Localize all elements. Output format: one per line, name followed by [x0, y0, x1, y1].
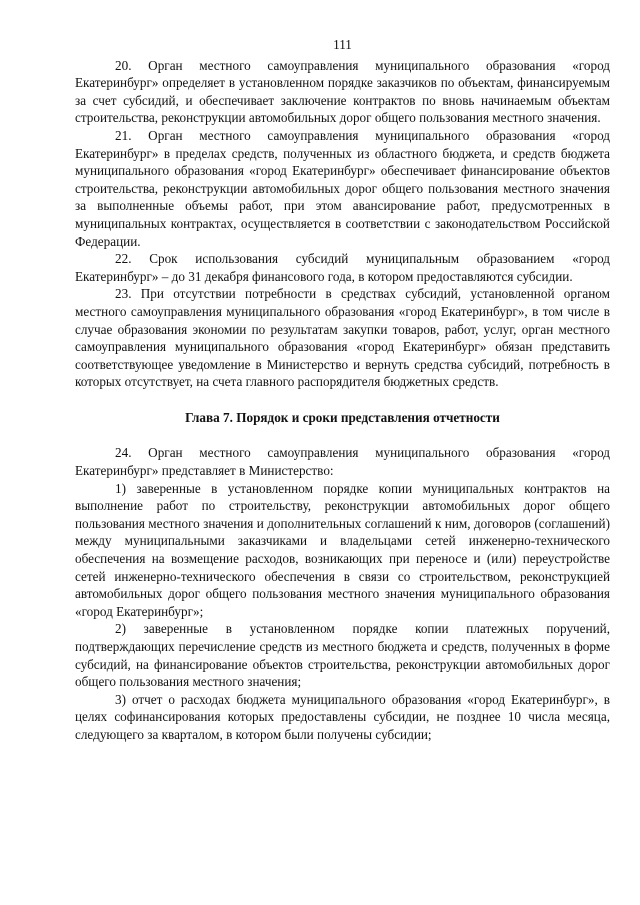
paragraph-24: 24. Орган местного самоуправления муниципального образования «город Екатеринбург» представляет в Министерство: — [75, 445, 610, 479]
page-number: 111 — [333, 37, 352, 52]
paragraph-22: 22. Срок использования субсидий муниципальным образованием «город Екатеринбург» – до 31 декабря финансового года, в котором предоставляются субсидии. — [75, 251, 610, 284]
document-page — [75, 36, 610, 744]
paragraph-23: 23. При отсутствии потребности в средствах субсидий, установленной органом местного самоуправления муниципального образования «город Екатеринбург», в том числе в случае образования экономии по результатам закупки товаров, работ, услуг, орган местного самоуправления муниципального образования «город Екатеринбург» обязан представить соответствующее уведомление в Министерство и вернуть средства субсидий, потребность в которых отсутствует, на счета главного распорядителя бюджетных средств. — [75, 286, 610, 390]
paragraph-21: 21. Орган местного самоуправления муниципального образования «город Екатеринбург» в пределах средств, полученных из областного бюджета, и средств бюджета муниципального образования «город Екатеринбург» обеспечивает финансирование объектов строительства, реконструкции автомобильных дорог общего пользования местного значения за выполненные объемы работ, при этом авансирование работ, предусмотренных в муниципальных контрактах, осуществляется в соответствии с законодательством Российской Федерации. — [75, 127, 610, 249]
list-item-1: 1) заверенные в установленном порядке копии муниципальных контрактов на выполнение работ по строительству, реконструкции автомобильных дорог общего пользования местного значения и дополнительных соглашений к ним, договоров (соглашений) между муниципальными заказчиками и владельцами сетей инженерно-технического обеспечения на возмещение расходов, возникающих при переносе и (или) переустройстве сетей инженерно-технического обеспечения в связи со строительством, реконструкцией автомобильных дорог общего пользования местного значения муниципального образования «город Екатеринбург»; — [75, 480, 610, 619]
list-item-3: 3) отчет о расходах бюджета муниципального образования «город Екатеринбург», в целях софинансирования которых предоставлены субсидии, не позднее 10 числа месяца, следующего за кварталом, в котором были получены субсидии; — [75, 691, 610, 742]
chapter-heading: Глава 7. Порядок и сроки представления отчетности — [185, 409, 500, 425]
paragraph-20: 20. Орган местного самоуправления муниципального образования «город Екатеринбург» определяет в установленном порядке заказчиков по объектам, финансируемым за счет субсидий, и обеспечивает заключение контрактов по вновь начинаемым объектам строительства, реконструкции автомобильных дорог общего пользования местного значения. — [75, 57, 610, 126]
list-item-2: 2) заверенные в установленном порядке копии платежных поручений, подтверждающих перечисление средств из местного бюджета и средств, полученных в форме субсидий, на финансирование объектов строительства, реконструкции автомобильных дорог общего пользования местного значения; — [75, 621, 610, 690]
